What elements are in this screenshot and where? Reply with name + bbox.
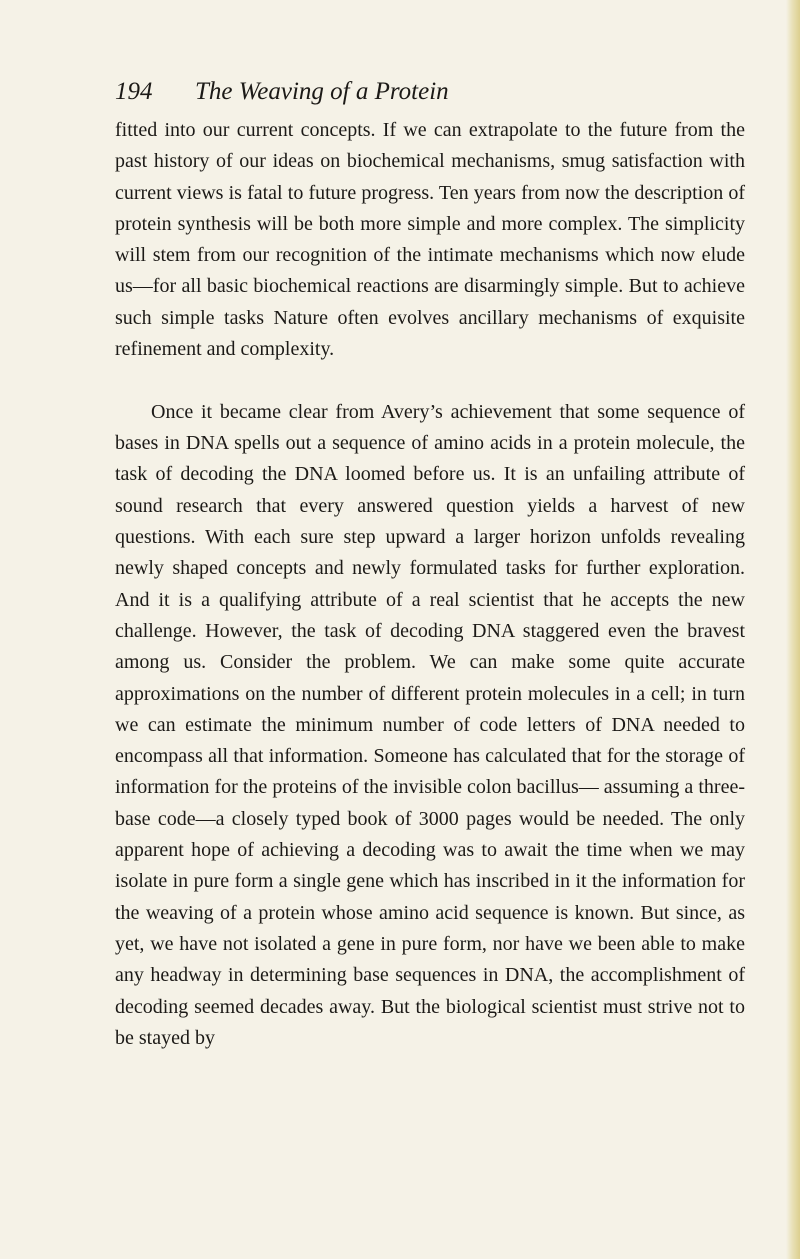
page-number: 194	[115, 78, 153, 105]
page-edge	[786, 0, 800, 1259]
paragraph-decoding-dna: Once it became clear from Avery’s achievement that some sequence of bases in DNA spells out a sequence of amino acids in a protein molecule, the task of decoding the DNA loomed before us. It is an unfailing attribute of sound research that every answered question yields a harvest of new questions. With each sure step upward a larger horizon unfolds revealing newly shaped concepts and newly formulated tasks for further exploration. And it is a qualifying attribute of a real scientist that he accepts the new challenge. However, the task of decoding DNA staggered even the bravest among us. Consider the problem. We can make some quite accurate approximations on the number of different protein molecules in a cell; in turn we can estimate the minimum number of code letters of DNA needed to encompass all that information. Someone has calculated that for the storage of information for the proteins of the invisible colon bacillus— assuming a three-base code—a closely typed book of 3000 pages would be needed. The only apparent hope of achieving a decoding was to await the time when we may isolate in pure form a single gene which has inscribed in it the information for the weaving of a protein whose amino acid sequence is known. But since, as yet, we have not isolated a gene in pure form, nor have we been able to make any headway in determining base sequences in DNA, the accomplishment of decoding seemed decades away. But the biological scientist must strive not to be stayed by	[115, 400, 745, 1049]
paragraph-continued: fitted into our current concepts. If we can extrapolate to the future from the past history of our ideas on biochemical mechanisms, smug satisfaction with current views is fatal to future progress. Ten years from now the description of protein synthesis will be both more simple and more complex. The simplicity will stem from our recognition of the intimate mechanisms which now elude us—for all basic biochemical reactions are disarmingly simple. But to achieve such simple tasks Nature often evolves ancillary mechanisms of exquisite refinement and complexity.	[115, 119, 745, 361]
running-head	[115, 70, 745, 114]
chapter-title: The Weaving of a Protein	[195, 78, 449, 105]
page-body	[115, 115, 745, 1054]
paragraph-gap	[115, 365, 745, 397]
